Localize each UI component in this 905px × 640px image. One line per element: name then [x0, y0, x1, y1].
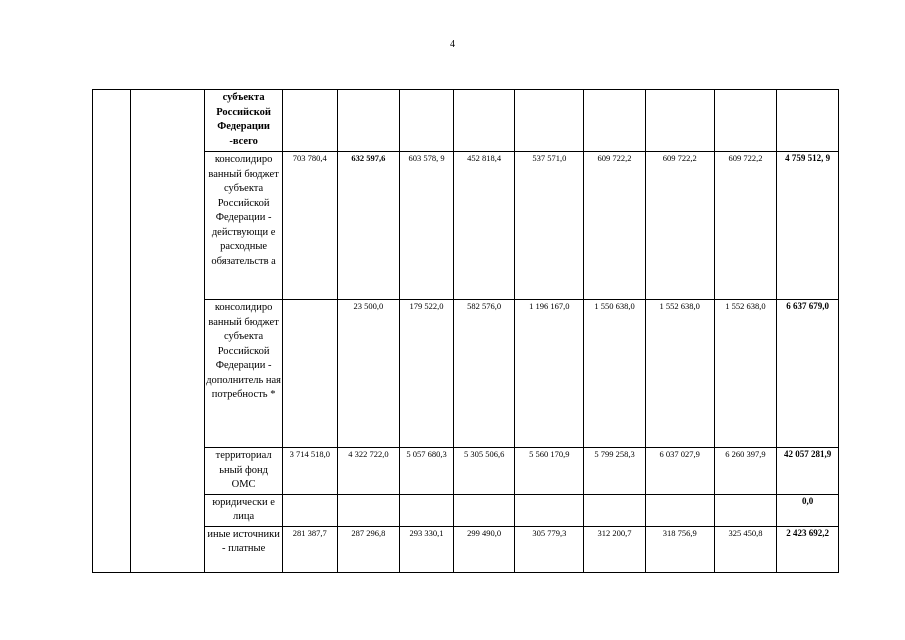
total-cell: 6 637 679,0 — [777, 300, 839, 448]
value-cell — [400, 90, 454, 152]
value-cell: 5 560 170,9 — [515, 448, 584, 495]
value-cell: 1 196 167,0 — [515, 300, 584, 448]
value-cell: 305 779,3 — [515, 526, 584, 572]
value-cell: 5 799 258,3 — [584, 448, 646, 495]
total-cell: 4 759 512, 9 — [777, 152, 839, 300]
value-cell — [337, 494, 400, 526]
value-cell — [283, 300, 338, 448]
row-label: консолидиро ванный бюджет субъекта Российской Федерации - действующи е расходные обязательств а — [205, 152, 283, 300]
value-cell: 703 780,4 — [283, 152, 338, 300]
table-row — [93, 494, 839, 526]
row-label: юридически е лица — [205, 494, 283, 526]
value-cell: 299 490,0 — [453, 526, 515, 572]
value-cell — [584, 90, 646, 152]
value-cell — [283, 90, 338, 152]
page-number: 4 — [450, 39, 455, 50]
value-cell — [515, 90, 584, 152]
value-cell — [714, 494, 777, 526]
value-cell — [584, 494, 646, 526]
value-cell — [453, 90, 515, 152]
table-row — [93, 448, 839, 495]
value-cell: 6 260 397,9 — [714, 448, 777, 495]
value-cell — [645, 494, 714, 526]
total-cell: 0,0 — [777, 494, 839, 526]
value-cell: 609 722,2 — [645, 152, 714, 300]
value-cell: 452 818,4 — [453, 152, 515, 300]
empty-column-1 — [93, 90, 131, 573]
table-row — [93, 90, 839, 152]
value-cell: 537 571,0 — [515, 152, 584, 300]
value-cell: 603 578, 9 — [400, 152, 454, 300]
value-cell: 632 597,6 — [337, 152, 400, 300]
value-cell: 325 450,8 — [714, 526, 777, 572]
table-row — [93, 300, 839, 448]
value-cell: 5 305 506,6 — [453, 448, 515, 495]
total-cell — [777, 90, 839, 152]
row-label: иные источники - платные — [205, 526, 283, 572]
total-cell: 2 423 692,2 — [777, 526, 839, 572]
row-label: территориал ьный фонд ОМС — [205, 448, 283, 495]
value-cell: 23 500,0 — [337, 300, 400, 448]
value-cell: 318 756,9 — [645, 526, 714, 572]
financing-table — [92, 89, 839, 573]
table-row — [93, 152, 839, 300]
row-label: субъекта Российской Федерации -всего — [205, 90, 283, 152]
empty-column-2 — [131, 90, 205, 573]
value-cell — [714, 90, 777, 152]
table-row — [93, 526, 839, 572]
total-cell: 42 057 281,9 — [777, 448, 839, 495]
value-cell: 1 552 638,0 — [714, 300, 777, 448]
value-cell — [400, 494, 454, 526]
value-cell: 293 330,1 — [400, 526, 454, 572]
value-cell: 609 722,2 — [714, 152, 777, 300]
value-cell — [453, 494, 515, 526]
value-cell — [645, 90, 714, 152]
value-cell — [515, 494, 584, 526]
value-cell: 287 296,8 — [337, 526, 400, 572]
value-cell: 5 057 680,3 — [400, 448, 454, 495]
value-cell: 3 714 518,0 — [283, 448, 338, 495]
value-cell: 179 522,0 — [400, 300, 454, 448]
value-cell: 6 037 027,9 — [645, 448, 714, 495]
value-cell — [283, 494, 338, 526]
row-label: консолидиро ванный бюджет субъекта Российской Федерации - дополнитель ная потребность * — [205, 300, 283, 448]
value-cell: 281 387,7 — [283, 526, 338, 572]
value-cell: 1 550 638,0 — [584, 300, 646, 448]
value-cell: 1 552 638,0 — [645, 300, 714, 448]
value-cell — [337, 90, 400, 152]
value-cell: 312 200,7 — [584, 526, 646, 572]
value-cell: 4 322 722,0 — [337, 448, 400, 495]
value-cell: 582 576,0 — [453, 300, 515, 448]
value-cell: 609 722,2 — [584, 152, 646, 300]
